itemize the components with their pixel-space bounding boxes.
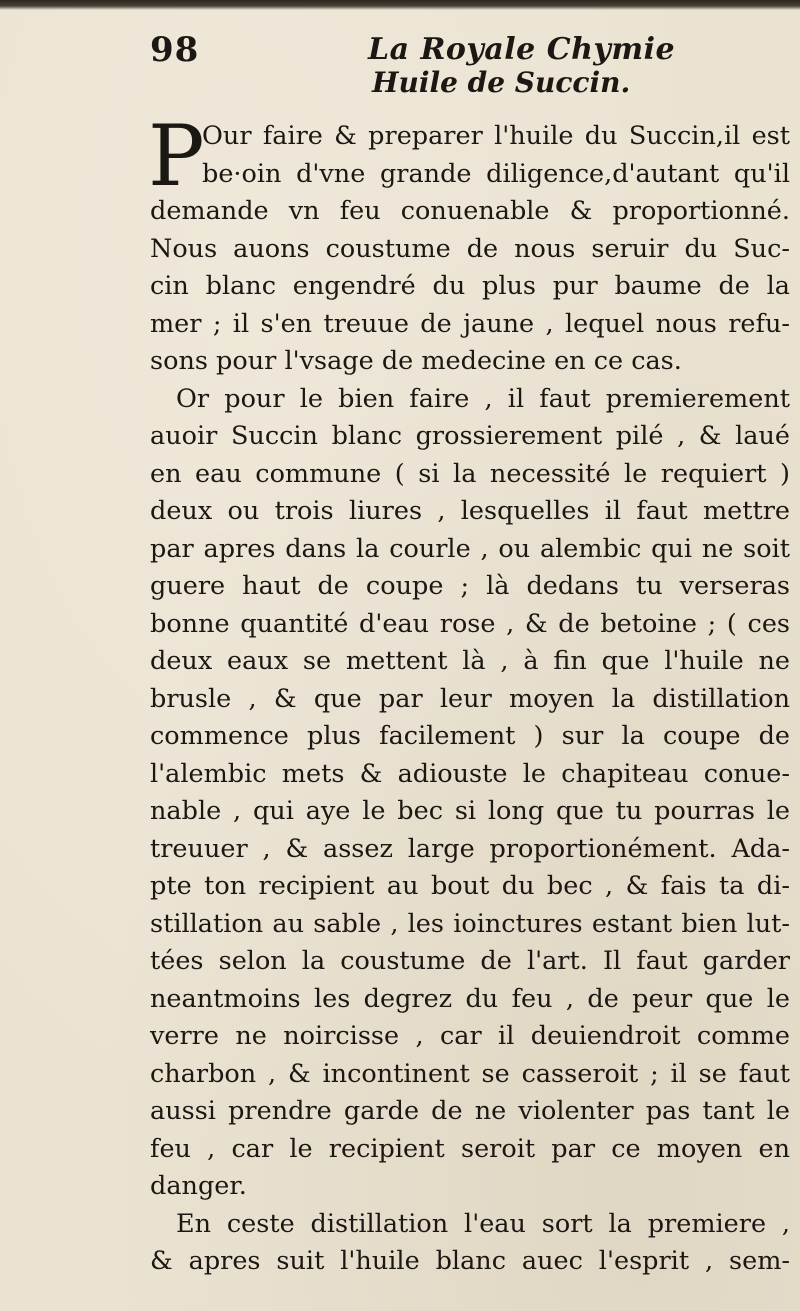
text-line: treuuer , & assez large proportionément. Ada- bbox=[150, 833, 790, 864]
text-line: feu , car le recipient seroit par ce moyen en bbox=[150, 1133, 790, 1164]
text-line: par apres dans la courle , ou alembic qui ne soit bbox=[150, 533, 790, 564]
text-line: brusle , & que par leur moyen la distillation bbox=[150, 683, 790, 714]
text-line: nable , qui aye le bec si long que tu pourras le bbox=[150, 796, 790, 826]
text-line: cin blanc engendré du plus pur baume de la bbox=[150, 271, 790, 301]
opening-paragraph-start bbox=[148, 107, 790, 205]
text-line: danger. bbox=[150, 1171, 247, 1201]
text-line: pte ton recipient au bout du bec , & fais ta di- bbox=[150, 871, 790, 901]
page-number: 98 bbox=[150, 30, 200, 70]
body-text bbox=[148, 107, 790, 1281]
text-line: & apres suit l'huile blanc auec l'esprit , sem- bbox=[150, 1246, 790, 1276]
text-line: commence plus facilement ) sur la coupe de bbox=[150, 721, 790, 751]
text-line: verre ne noircisse , car il deuiendroit comme bbox=[150, 1021, 790, 1051]
text-line: auoir Succin blanc grossierement pilé , & laué bbox=[150, 421, 790, 451]
text-line: En ceste distillation l'eau sort la premiere , bbox=[176, 1208, 790, 1239]
text-line: mer ; il s'en treuue de jaune , lequel nous refu- bbox=[150, 308, 790, 339]
text-line: en eau commune ( si la necessité le requiert ) bbox=[150, 458, 790, 489]
text-line: neantmoins les degrez du feu , de peur que le bbox=[150, 983, 790, 1014]
text-line: Or pour le bien faire , il faut premierement bbox=[176, 383, 790, 414]
text-line: bonne quantité d'eau rose , & de betoine ; ( ces bbox=[150, 608, 790, 639]
text-line: deux eaux se mettent là , à fin que l'huile ne bbox=[150, 646, 790, 676]
text-line: guere haut de coupe ; là dedans tu verseras bbox=[150, 571, 790, 601]
text-line: stillation au sable , les ioinctures estant bien lut- bbox=[150, 908, 790, 939]
section-title: Huile de Succin. bbox=[372, 66, 631, 99]
text-line: Our faire & preparer l'huile du Succin,il est bbox=[202, 121, 790, 151]
text-line: Nous auons coustume de nous seruir du Suc- bbox=[150, 233, 790, 264]
text-line: deux ou trois liures , lesquelles il faut mettre bbox=[150, 496, 790, 526]
text-line: charbon , & incontinent se casseroit ; il se faut bbox=[150, 1058, 790, 1089]
text-line: demande vn feu conuenable & proportionné. bbox=[150, 196, 790, 226]
drop-cap: P bbox=[148, 107, 205, 205]
text-line: be·oin d'vne grande diligence,d'autant qu'il bbox=[202, 158, 790, 189]
text-line: l'alembic mets & adiouste le chapiteau conue- bbox=[150, 758, 790, 789]
text-line: sons pour l'vsage de medecine en ce cas. bbox=[150, 346, 682, 376]
page-header bbox=[0, 16, 800, 70]
page-top-edge bbox=[0, 0, 800, 10]
text-line: tées selon la coustume de l'art. Il faut garder bbox=[150, 946, 790, 976]
running-head: La Royale Chymie bbox=[368, 32, 676, 67]
text-line: aussi prendre garde de ne violenter pas tant le bbox=[150, 1096, 790, 1126]
